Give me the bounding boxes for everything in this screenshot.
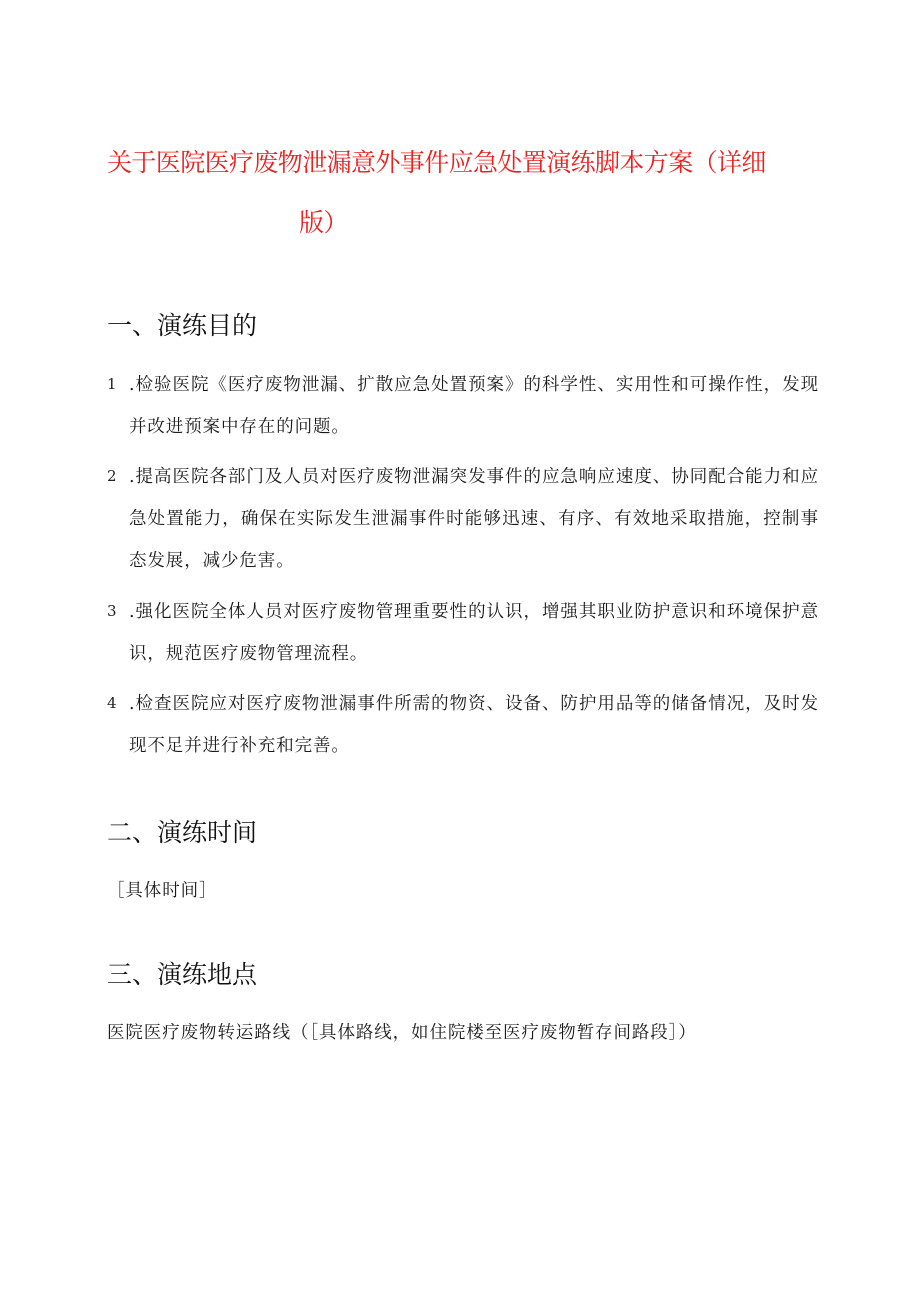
section-body-location: 医院医疗废物转运路线（［具体路线，如住院楼至医疗废物暂存间路段］） <box>107 1023 697 1043</box>
list-item-text: .提高医院各部门及人员对医疗废物泄漏突发事件的应急响应速度、协同配合能力和应急处置能力，确保在实际发生泄漏事件时能够迅速、有序、有效地采取措施，控制事态发展，减少危害。 <box>129 467 819 571</box>
list-item-number: 4 <box>107 694 117 712</box>
section-heading-location: 三、演练地点 <box>107 960 258 989</box>
section-heading-purpose: 一、演练目的 <box>107 311 258 340</box>
list-item-number: 3 <box>107 602 117 620</box>
list-item-text: .检验医院《医疗废物泄漏、扩散应急处置预案》的科学性、实用性和可操作性，发现并改进预案中存在的问题。 <box>129 375 819 437</box>
list-item-text: .检查医院应对医疗废物泄漏事件所需的物资、设备、防护用品等的储备情况，及时发现不足并进行补充和完善。 <box>129 694 819 756</box>
list-item-text: .强化医院全体人员对医疗废物管理重要性的认识，增强其职业防护意识和环境保护意识，规范医疗废物管理流程。 <box>129 602 819 664</box>
document-title-line-1: 关于医院医疗废物泄漏意外事件应急处置演练脚本方案（详细 <box>107 148 766 177</box>
section-body-time: ［具体时间］ <box>107 881 218 901</box>
document-title-line-2: 版） <box>299 208 348 237</box>
list-item-number: 1 <box>107 375 117 393</box>
section-heading-time: 二、演练时间 <box>107 818 258 847</box>
list-item-number: 2 <box>107 467 117 485</box>
